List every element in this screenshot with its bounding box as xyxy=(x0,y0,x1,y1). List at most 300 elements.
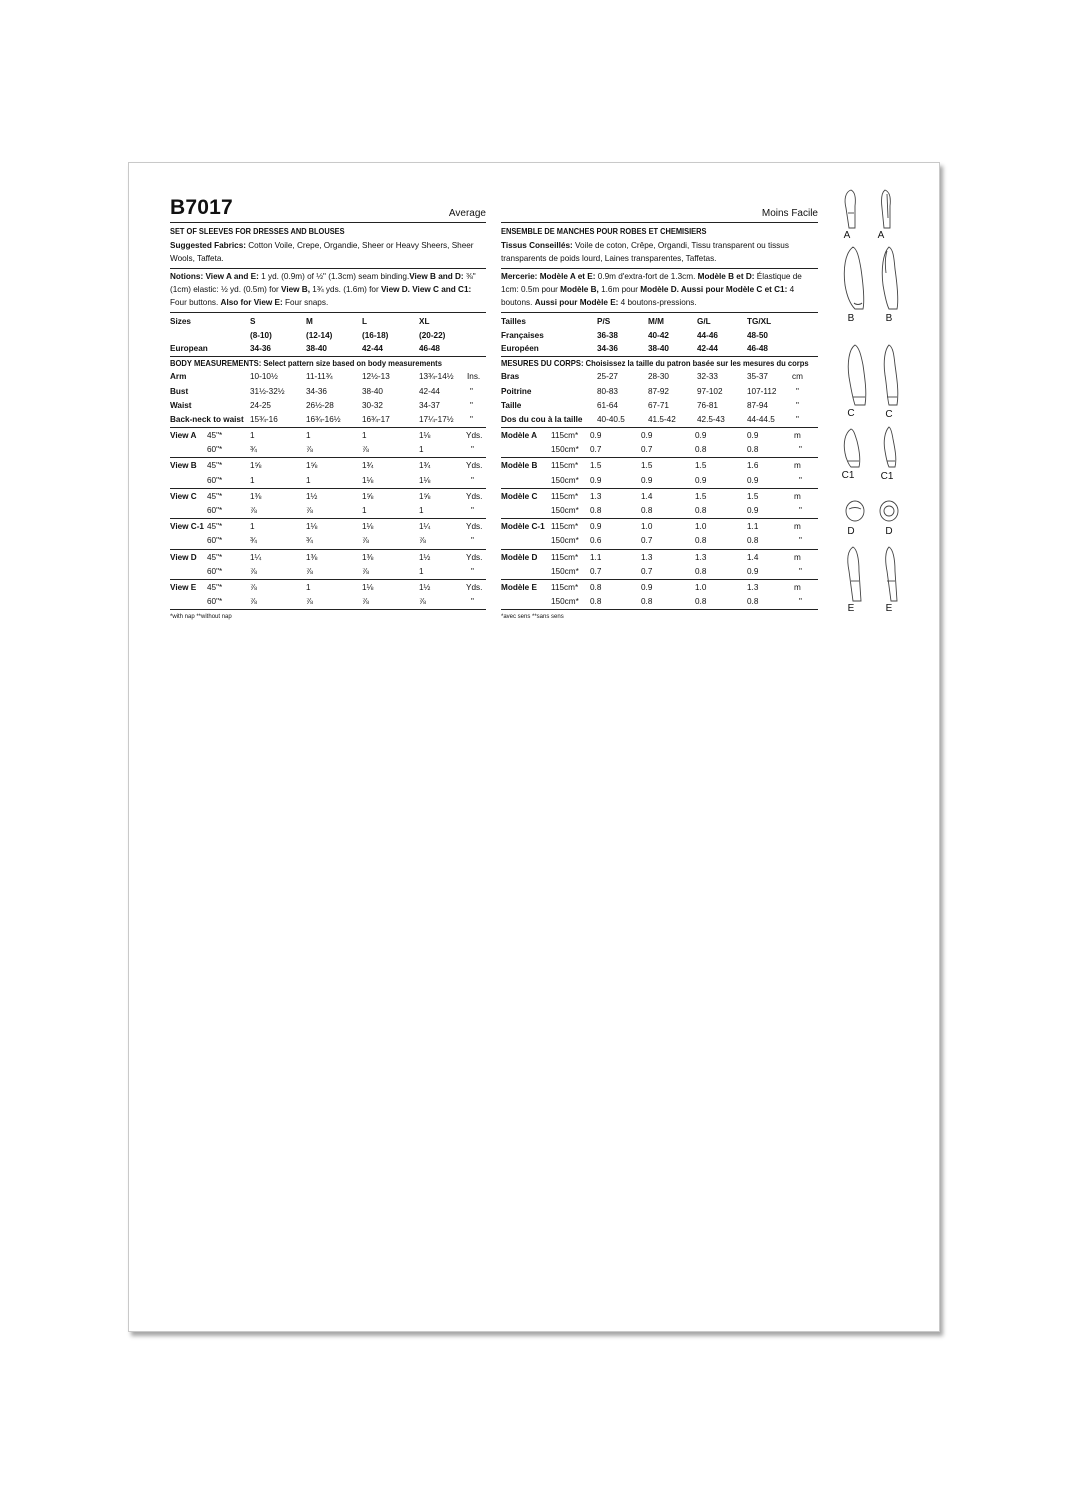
size-cell: 36-38 xyxy=(597,330,618,340)
notions-e-label: Aussi pour Modèle E: xyxy=(534,297,619,307)
figure-label: C xyxy=(885,409,893,420)
table-cell: 0.9 xyxy=(695,475,707,485)
table-cell: 30-32 xyxy=(362,400,383,410)
table-cell: 0.8 xyxy=(747,445,759,455)
notions-d-label: Modèle D. Aussi pour Modèle C et C1: xyxy=(640,284,788,294)
figure-label: B xyxy=(847,313,855,324)
unit-cell: m xyxy=(794,491,801,501)
table-cell: ⅞ xyxy=(419,597,426,607)
table-cell: ⅞ xyxy=(306,506,313,516)
unit-cell: m xyxy=(794,431,801,441)
table-cell: 1.5 xyxy=(641,461,653,471)
table-cell: 16¾-16½ xyxy=(306,414,341,424)
table-cell: 1⅛ xyxy=(419,431,431,441)
table-cell: 31½-32½ xyxy=(250,386,285,396)
table-cell: ⅞ xyxy=(419,536,426,546)
size-cell: 34-36 xyxy=(250,343,271,353)
table-cell: 1 xyxy=(362,431,367,441)
figure-label: A xyxy=(843,230,851,241)
notions-e-label: Also for View E: xyxy=(220,297,283,307)
table-cell: 1 xyxy=(362,506,367,516)
table-cell: 1.3 xyxy=(641,552,653,562)
difficulty-level: Average xyxy=(448,208,486,219)
table-cell: ⅞ xyxy=(362,536,369,546)
sizes-row xyxy=(170,315,486,328)
table-cell: 1¼ xyxy=(250,552,262,562)
table-cell: 1.5 xyxy=(590,461,602,471)
fabric-width: 60"* xyxy=(207,506,223,516)
french-header xyxy=(501,198,818,223)
table-cell: 107-112 xyxy=(747,386,777,396)
size-cell: 48-50 xyxy=(747,330,768,340)
row-label: Dos du cou à la taille xyxy=(501,414,583,424)
table-row xyxy=(501,443,818,457)
table-cell: 0.9 xyxy=(641,475,653,485)
sleeve-view-d-illustration xyxy=(841,495,901,527)
divider xyxy=(170,609,486,610)
table-cell: 1 xyxy=(419,566,424,576)
table-row xyxy=(170,385,486,399)
table-cell: 1.5 xyxy=(695,491,707,501)
table-cell: 0.9 xyxy=(747,566,759,576)
table-cell: 35-37 xyxy=(747,372,768,382)
size-cell: G/L xyxy=(697,317,711,327)
table-cell: 0.8 xyxy=(695,506,707,516)
table-cell: 1.4 xyxy=(747,552,759,562)
table-cell: 1⅛ xyxy=(419,475,431,485)
table-cell: 0.8 xyxy=(695,566,707,576)
table-row xyxy=(170,413,486,427)
fabrics-text: Cotton Voile, Crepe, Organdie, Sheer or Heavy Sheers, Sheer Wools, Taffeta. xyxy=(170,241,474,263)
table-cell: 1.0 xyxy=(641,522,653,532)
table-cell: 1⅛ xyxy=(362,522,374,532)
table-cell: 61-64 xyxy=(597,400,618,410)
table-cell: 34-37 xyxy=(419,400,440,410)
table-row xyxy=(170,429,486,443)
fabric-width: 60"* xyxy=(207,536,223,546)
figure-label: A xyxy=(877,230,885,241)
table-cell: 1½ xyxy=(419,582,431,592)
table-cell: 0.9 xyxy=(747,431,759,441)
sleeve-view-c1-illustration xyxy=(837,425,901,475)
table-cell: 1.6 xyxy=(747,461,759,471)
sizes-sub-row xyxy=(170,329,486,342)
table-cell: ⅞ xyxy=(362,445,369,455)
table-row xyxy=(170,534,486,548)
fabric-width: 45"* xyxy=(207,491,223,501)
table-cell: ¾ xyxy=(250,536,257,546)
notions-a-text: 1 yd. (0.9m) of ½" (1.3cm) seam binding. xyxy=(258,272,410,282)
table-cell: 1.1 xyxy=(747,522,759,532)
yardage-group xyxy=(170,518,486,548)
yardage-table xyxy=(170,427,486,609)
table-cell: 0.9 xyxy=(641,582,653,592)
yardage-group xyxy=(501,427,818,457)
unit-cell: " xyxy=(471,536,474,546)
table-row xyxy=(501,413,818,427)
table-cell: 1 xyxy=(419,506,424,516)
unit-cell: Yds. xyxy=(466,431,483,441)
table-cell: ⅞ xyxy=(250,582,257,592)
table-cell: 15¾-16 xyxy=(250,414,278,424)
table-cell: 1.5 xyxy=(695,461,707,471)
unit-cell: " xyxy=(796,400,799,410)
size-cell: (12-14) xyxy=(306,330,333,340)
unit-cell: " xyxy=(799,597,802,607)
yardage-group xyxy=(170,457,486,487)
table-cell: ⅞ xyxy=(362,597,369,607)
table-cell: 1.0 xyxy=(695,522,707,532)
view-label: View A xyxy=(170,431,197,441)
notions-bd-text: ⅜" (1cm) elastic: ½ yd. (0.5m) for xyxy=(170,272,476,294)
table-cell: 0.9 xyxy=(695,431,707,441)
size-cell: (8-10) xyxy=(250,330,272,340)
table-cell: 0.8 xyxy=(747,536,759,546)
size-cell: TG/XL xyxy=(747,317,772,327)
table-cell: 0.7 xyxy=(641,536,653,546)
table-cell: ⅞ xyxy=(306,597,313,607)
table-cell: 1⅝ xyxy=(250,461,262,471)
table-cell: 0.8 xyxy=(695,536,707,546)
table-cell: 1.4 xyxy=(641,491,653,501)
notions-a-label: Modèle A et E: xyxy=(537,272,596,282)
unit-cell: " xyxy=(796,386,799,396)
figure-label: C1 xyxy=(841,470,855,481)
table-cell: 1¼ xyxy=(419,522,431,532)
fabrics-label: Tissus Conseillés: xyxy=(501,241,573,251)
row-label: Back-neck to waist xyxy=(170,414,244,424)
table-cell: 1⅝ xyxy=(419,491,431,501)
yardage-group xyxy=(170,579,486,609)
size-cell: 38-40 xyxy=(306,343,327,353)
table-cell: 1 xyxy=(250,431,255,441)
row-label: Taille xyxy=(501,400,522,410)
sleeve-view-a-illustration xyxy=(841,188,901,236)
unit-cell: " xyxy=(799,536,802,546)
figure-label: B xyxy=(885,313,893,324)
notions-bd-label: View B and D: xyxy=(409,272,464,282)
table-row xyxy=(501,474,818,488)
table-cell: ⅞ xyxy=(306,445,313,455)
table-cell: 1⅛ xyxy=(306,522,318,532)
size-cell: 38-40 xyxy=(648,343,669,353)
table-cell: 25-27 xyxy=(597,372,618,382)
notions-b-label: Modèle B, xyxy=(560,284,599,294)
european-row xyxy=(501,342,818,355)
european-label: European xyxy=(170,343,208,353)
size-cell: L xyxy=(362,317,368,327)
view-label: Modèle E xyxy=(501,582,537,592)
table-cell: 1 xyxy=(250,475,255,485)
notions-cc1-label: View C and C1: xyxy=(409,284,472,294)
notions-label: Mercerie: xyxy=(501,272,538,282)
notions-cc1-text: Four buttons. xyxy=(170,297,221,307)
table-cell: 0.9 xyxy=(641,431,653,441)
fabric-width: 45"* xyxy=(207,431,223,441)
table-row xyxy=(170,399,486,413)
table-cell: 26½-28 xyxy=(306,400,334,410)
unit-cell: Yds. xyxy=(466,461,483,471)
fabric-width: 60"* xyxy=(207,566,223,576)
view-label: Modèle D xyxy=(501,552,538,562)
fabric-width: 150cm* xyxy=(551,566,579,576)
row-label: Bust xyxy=(170,386,189,396)
difficulty-level: Moins Facile xyxy=(761,208,818,219)
unit-cell: Yds. xyxy=(466,582,483,592)
table-cell: 97-102 xyxy=(697,386,723,396)
table-cell: 1 xyxy=(250,522,255,532)
sizes-row xyxy=(501,315,818,328)
size-cell: (16-18) xyxy=(362,330,389,340)
suggested-fabrics xyxy=(501,240,818,265)
sizes-label: Sizes xyxy=(170,317,191,327)
notions-cc1-text: 4 boutons. xyxy=(501,284,795,307)
table-cell: ⅞ xyxy=(306,566,313,576)
notions-b-text: 1.6m pour xyxy=(598,284,641,294)
size-cell: 44-46 xyxy=(697,330,718,340)
fabric-width: 45"* xyxy=(207,552,223,562)
table-cell: 38-40 xyxy=(362,386,383,396)
english-column xyxy=(170,198,486,620)
table-cell: ⅞ xyxy=(362,566,369,576)
table-cell: 0.8 xyxy=(695,445,707,455)
table-row xyxy=(501,595,818,609)
unit-cell: m xyxy=(794,461,801,471)
table-cell: 76-81 xyxy=(697,400,718,410)
pattern-title: SET OF SLEEVES FOR DRESSES AND BLOUSES xyxy=(170,227,345,236)
table-cell: 0.6 xyxy=(590,536,602,546)
yardage-table xyxy=(501,427,818,609)
unit-cell: m xyxy=(794,582,801,592)
pattern-title: ENSEMBLE DE MANCHES POUR ROBES ET CHEMISIERS xyxy=(501,227,707,236)
sizes-label: Tailles xyxy=(501,317,526,327)
table-cell: 1½ xyxy=(306,491,318,501)
notions-label: Notions: xyxy=(170,272,204,282)
table-row xyxy=(170,370,486,384)
table-cell: 0.7 xyxy=(641,566,653,576)
table-cell: 0.7 xyxy=(641,445,653,455)
unit-cell: m xyxy=(794,552,801,562)
table-cell: 41.5-42 xyxy=(648,414,676,424)
yardage-group xyxy=(501,549,818,579)
divider xyxy=(170,312,486,313)
table-cell: ⅞ xyxy=(250,597,257,607)
table-cell: 0.8 xyxy=(590,597,602,607)
notions-d-label: View D. xyxy=(380,284,410,294)
view-label: View B xyxy=(170,461,197,471)
table-cell: 42.5-43 xyxy=(697,414,725,424)
table-row xyxy=(170,565,486,579)
fabric-width: 115cm* xyxy=(551,582,579,592)
body-measurements-table xyxy=(501,370,818,427)
fabric-width: 115cm* xyxy=(551,491,579,501)
unit-cell: " xyxy=(471,506,474,516)
fabric-width: 60"* xyxy=(207,597,223,607)
table-cell: 1½ xyxy=(419,552,431,562)
table-cell: ⅞ xyxy=(250,506,257,516)
table-row xyxy=(501,581,818,595)
size-cell: (20-22) xyxy=(419,330,446,340)
divider xyxy=(170,268,486,269)
view-label: Modèle A xyxy=(501,431,538,441)
footnote: *with nap **without nap xyxy=(170,614,232,621)
fabric-width: 150cm* xyxy=(551,445,579,455)
notions-b-text: 1¾ yds. (1.6m) for xyxy=(310,284,381,294)
size-cell: M xyxy=(306,317,313,327)
table-cell: ¾ xyxy=(306,536,313,546)
fabric-width: 115cm* xyxy=(551,461,579,471)
fabric-width: 150cm* xyxy=(551,536,579,546)
table-row xyxy=(170,504,486,518)
table-row xyxy=(170,459,486,473)
fabric-width: 60"* xyxy=(207,475,223,485)
size-cell: 42-44 xyxy=(697,343,718,353)
fabric-width: 45"* xyxy=(207,582,223,592)
size-cell: M/M xyxy=(648,317,664,327)
francaises-label: Françaises xyxy=(501,330,544,340)
yardage-group xyxy=(170,427,486,457)
table-cell: 1 xyxy=(306,431,311,441)
fabric-width: 115cm* xyxy=(551,522,579,532)
table-cell: 0.9 xyxy=(590,431,602,441)
divider xyxy=(501,609,818,610)
table-row xyxy=(501,504,818,518)
table-cell: 0.8 xyxy=(590,582,602,592)
table-cell: ⅞ xyxy=(250,566,257,576)
unit-cell: " xyxy=(796,414,799,424)
table-cell: 0.7 xyxy=(590,445,602,455)
notions-a-label: View A and E: xyxy=(203,272,259,282)
table-cell: 24-25 xyxy=(250,400,271,410)
size-cell: XL xyxy=(419,317,430,327)
view-label: View E xyxy=(170,582,197,592)
yardage-group xyxy=(501,457,818,487)
english-header xyxy=(170,198,486,223)
table-cell: 1.3 xyxy=(695,552,707,562)
view-label: Modèle C-1 xyxy=(501,522,545,532)
size-cell: 46-48 xyxy=(419,343,440,353)
table-cell: 0.9 xyxy=(590,475,602,485)
fabric-width: 45"* xyxy=(207,522,223,532)
unit-cell: " xyxy=(799,475,802,485)
notions xyxy=(170,271,486,309)
size-cell: 46-48 xyxy=(747,343,768,353)
french-column xyxy=(501,198,818,620)
table-cell: 1¾ xyxy=(419,461,431,471)
table-cell: 1 xyxy=(306,582,311,592)
table-cell: 1⅜ xyxy=(250,491,262,501)
divider xyxy=(501,268,818,269)
fabric-width: 150cm* xyxy=(551,475,579,485)
table-cell: 34-36 xyxy=(306,386,327,396)
unit-cell: " xyxy=(799,506,802,516)
pattern-envelope-back xyxy=(128,162,940,1332)
row-label: Arm xyxy=(170,372,187,382)
francaises-row xyxy=(501,329,818,342)
table-row xyxy=(170,443,486,457)
table-cell: 87-94 xyxy=(747,400,768,410)
table-row xyxy=(501,385,818,399)
unit-cell: Yds. xyxy=(466,552,483,562)
table-cell: 44-44.5 xyxy=(747,414,775,424)
table-cell: 11-11¾ xyxy=(306,372,333,382)
yardage-group xyxy=(501,518,818,548)
size-cell: 42-44 xyxy=(362,343,383,353)
size-cell: 40-42 xyxy=(648,330,669,340)
table-cell: 1⅜ xyxy=(362,552,374,562)
table-cell: 28-30 xyxy=(648,372,669,382)
fabrics-label: Suggested Fabrics: xyxy=(170,241,246,251)
table-row xyxy=(501,370,818,384)
notions-bd-text: Élastique de 1cm: 0.5m pour xyxy=(501,272,802,294)
table-row xyxy=(501,520,818,534)
table-cell: 1.5 xyxy=(747,491,759,501)
table-cell: 1¾ xyxy=(362,461,374,471)
european-row xyxy=(170,342,486,355)
unit-cell: m xyxy=(794,522,801,532)
body-measurements-table xyxy=(170,370,486,427)
table-cell: 1⅛ xyxy=(362,582,374,592)
table-cell: 12½-13 xyxy=(362,372,390,382)
table-cell: 0.8 xyxy=(641,506,653,516)
yardage-group xyxy=(501,488,818,518)
table-row xyxy=(501,551,818,565)
unit-cell: " xyxy=(799,445,802,455)
view-label: View C-1 xyxy=(170,522,204,532)
size-cell: P/S xyxy=(597,317,611,327)
row-label: Poitrine xyxy=(501,386,532,396)
fabric-width: 150cm* xyxy=(551,506,579,516)
notions-a-text: 0.9m d'extra-fort de 1.3cm. xyxy=(595,272,698,282)
table-row xyxy=(170,490,486,504)
european-label: Européen xyxy=(501,343,539,353)
table-cell: 10-10½ xyxy=(250,372,278,382)
unit-cell: Yds. xyxy=(466,522,483,532)
view-label: Modèle C xyxy=(501,491,538,501)
table-cell: 1⅝ xyxy=(306,461,318,471)
view-label: View D xyxy=(170,552,197,562)
figure-label: D xyxy=(885,526,893,537)
table-cell: 0.9 xyxy=(590,522,602,532)
yardage-group xyxy=(501,579,818,609)
body-measurements-heading: BODY MEASUREMENTS: Select pattern size based on body measurements xyxy=(170,359,442,369)
table-cell: 1 xyxy=(419,445,424,455)
fabric-width: 60"* xyxy=(207,445,223,455)
table-row xyxy=(170,551,486,565)
table-cell: 1.1 xyxy=(590,552,602,562)
footnote: *avec sens **sans sens xyxy=(501,614,564,621)
table-cell: 0.7 xyxy=(590,566,602,576)
unit-cell: " xyxy=(471,566,474,576)
unit-cell: " xyxy=(471,475,474,485)
row-label: Bras xyxy=(501,372,520,382)
table-cell: 1.0 xyxy=(695,582,707,592)
sleeve-view-b-illustration xyxy=(841,245,901,315)
yardage-group xyxy=(170,488,486,518)
fabric-width: 115cm* xyxy=(551,431,579,441)
notions-e-text: Four snaps. xyxy=(282,297,329,307)
table-cell: 67-71 xyxy=(648,400,669,410)
body-measurements-heading: MESURES DU CORPS: Choisissez la taille du patron basée sur les mesures du corps xyxy=(501,359,809,369)
suggested-fabrics xyxy=(170,240,486,265)
table-row xyxy=(501,534,818,548)
unit-cell: " xyxy=(799,566,802,576)
unit-cell: " xyxy=(470,400,473,410)
table-row xyxy=(170,581,486,595)
table-cell: 17¼-17½ xyxy=(419,414,454,424)
notions-bd-label: Modèle B et D: xyxy=(697,272,755,282)
table-cell: 87-92 xyxy=(648,386,669,396)
